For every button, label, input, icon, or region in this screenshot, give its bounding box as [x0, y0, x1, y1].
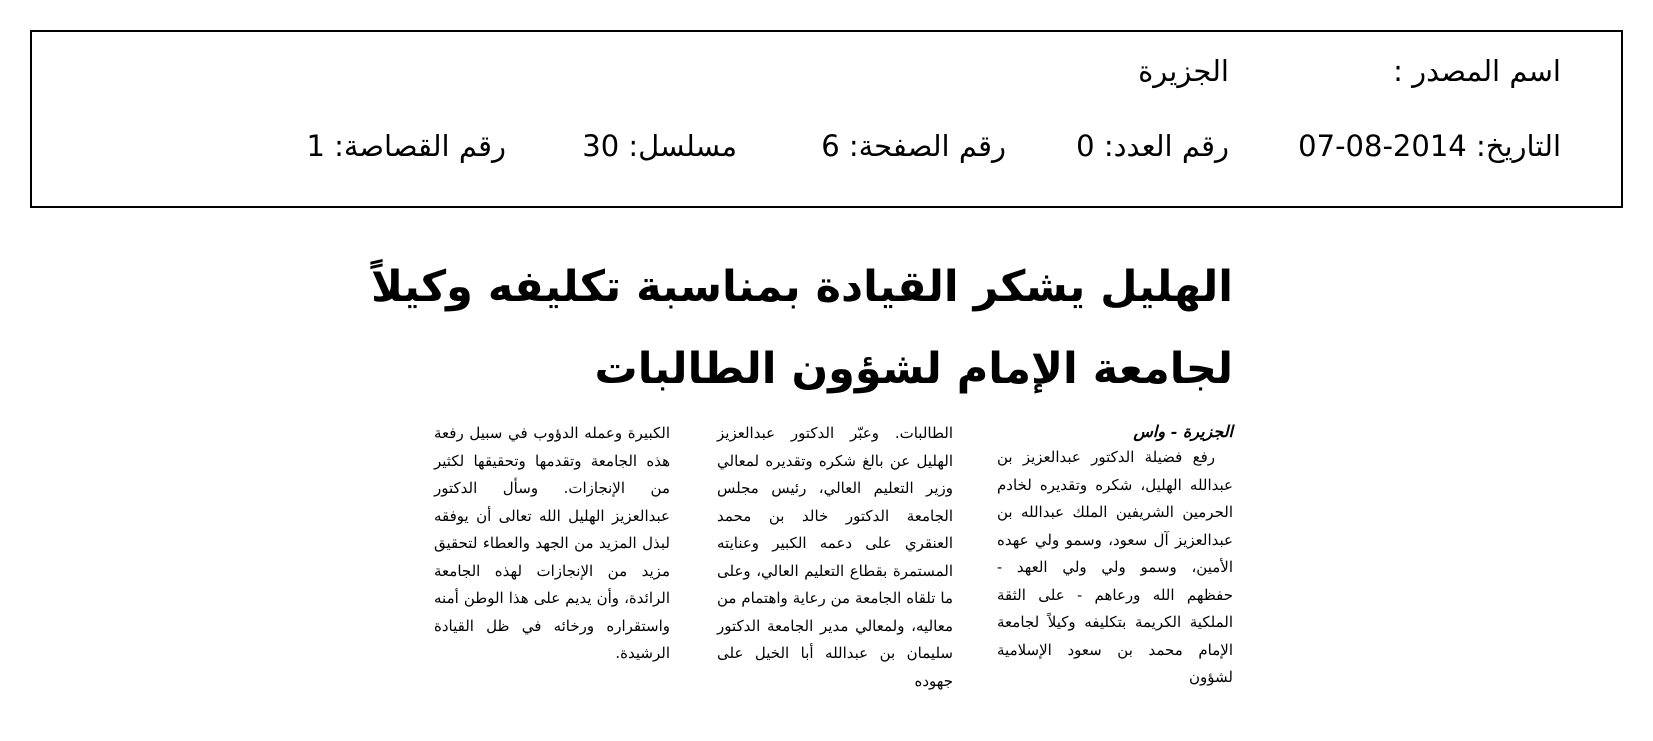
page-value: 6 [821, 129, 840, 163]
clip-value: 1 [306, 129, 325, 163]
source-label: اسم المصدر : [1393, 54, 1561, 88]
date-label: التاريخ: [1475, 129, 1561, 163]
column-2-text: الطالبات. وعبّر الدكتور عبدالعزيز الهليل عن بالغ شكره وتقديره لمعالي وزير التعليم العالي، رئيس مجلس الجامعة الدكتور خالد بن محمد العنقري على دعمه الكبير وعنايته المستمرة بقطاع التعليم العالي، وعلى ما تلقاه الجامعة من رعاية واهتمام من معاليه، ولمعالي مدير الجامعة الدكتور سليمان بن عبدالله أبا الخيل على جهوده [717, 424, 953, 690]
date-value: 2014-08-07 [1298, 129, 1467, 163]
article-column-1 [997, 420, 1233, 692]
page-label: رقم الصفحة: [848, 129, 1006, 163]
byline: الجزيرة - واس [1133, 422, 1233, 441]
source-info-box [30, 30, 1623, 208]
article-column-3 [434, 420, 670, 668]
issue-value: 0 [1076, 129, 1095, 163]
serial-label: مسلسل: [628, 129, 737, 163]
article-column-2 [717, 420, 953, 695]
clip-label: رقم القصاصة: [334, 129, 506, 163]
issue-field [1076, 129, 1229, 163]
date-field [1298, 129, 1561, 163]
headline-line-2: لجامعة الإمام لشؤون الطالبات [594, 344, 1233, 394]
headline-line-1: الهليل يشكر القيادة بمناسبة تكليفه وكيلاً [370, 262, 1233, 312]
column-3-text: الكبيرة وعمله الدؤوب في سبيل رفعة هذه الجامعة وتقدمها وتحقيقها لكثير من الإنجازات. وسأل الدكتور عبدالعزيز الهليل الله تعالى أن يوفقه لبذل المزيد من الجهد والعطاء لتحقيق مزيد من الإنجازات لهذه الجامعة الرائدة، وأن يديم على هذا الوطن أمنه واستقراره ورخائه في ظل القيادة الرشيدة. [434, 424, 670, 662]
issue-label: رقم العدد: [1103, 129, 1229, 163]
serial-field [582, 129, 737, 163]
column-1-text: رفع فضيلة الدكتور عبدالعزيز بن عبدالله الهليل، شكره وتقديره لخادم الحرمين الشريفين الملك عبدالله بن عبدالعزيز آل سعود، وسمو ولي عهده الأمين، وسمو ولي ولي العهد - حفظهم الله ورعاهم - على الثقة الملكية الكريمة بتكليفه وكيلاً لجامعة الإمام محمد بن سعود الإسلامية لشؤون [997, 448, 1233, 686]
serial-value: 30 [582, 129, 620, 163]
page-field [821, 129, 1006, 163]
source-value: الجزيرة [1138, 54, 1229, 88]
clip-field [306, 129, 506, 163]
